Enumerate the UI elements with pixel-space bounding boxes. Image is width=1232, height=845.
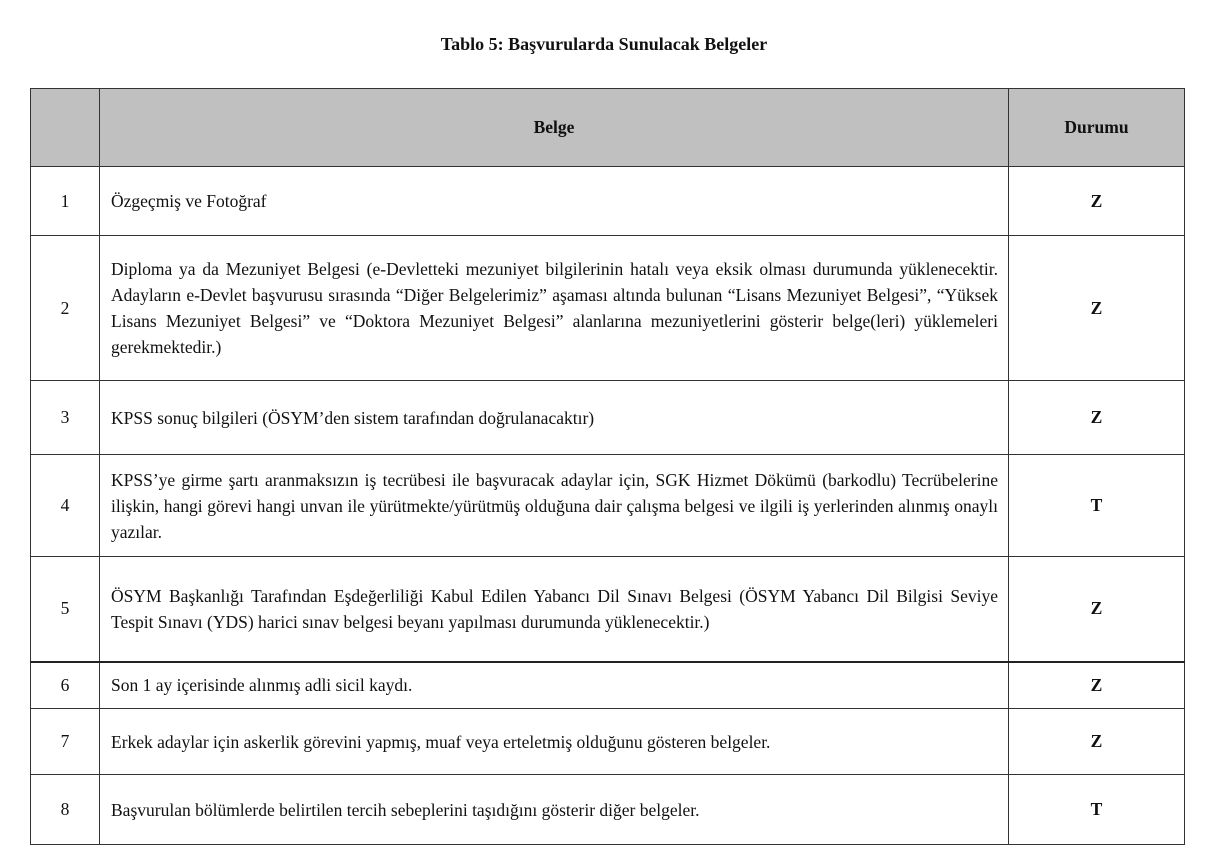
row-durum: Z	[1009, 709, 1185, 775]
row-belge: Son 1 ay içerisinde alınmış adli sicil kaydı.	[100, 662, 1009, 709]
table-header-row	[31, 89, 1185, 167]
header-number	[31, 89, 100, 167]
table-row	[31, 662, 1185, 709]
row-durum: T	[1009, 775, 1185, 845]
row-number: 3	[31, 381, 100, 455]
row-belge: Başvurulan bölümlerde belirtilen tercih sebeplerini taşıdığını gösterir diğer belgeler.	[100, 775, 1009, 845]
row-number: 8	[31, 775, 100, 845]
row-belge: KPSS sonuç bilgileri (ÖSYM’den sistem tarafından doğrulanacaktır)	[100, 381, 1009, 455]
table-row	[31, 167, 1185, 236]
row-durum: Z	[1009, 167, 1185, 236]
row-durum: T	[1009, 455, 1185, 557]
table-row	[31, 557, 1185, 662]
table-row	[31, 775, 1185, 845]
table-row	[31, 455, 1185, 557]
table-row	[31, 236, 1185, 381]
table-title: Tablo 5: Başvurularda Sunulacak Belgeler	[440, 34, 768, 54]
row-durum: Z	[1009, 557, 1185, 662]
row-durum: Z	[1009, 662, 1185, 709]
row-durum: Z	[1009, 236, 1185, 381]
row-belge: Diploma ya da Mezuniyet Belgesi (e-Devletteki mezuniyet bilgilerinin hatalı veya eksik olması durumunda yüklenecektir. Adayların e-Devlet başvurusu sırasında “Diğer Belgelerimiz” aşaması altında bulunan “Lisans Mezuniyet Belgesi”, “Yüksek Lisans Mezuniyet Belgesi” ve “Doktora Mezuniyet Belgesi” alanlarına mezuniyetlerini gösterir belge(leri) yüklemeleri gerekmektedir.)	[100, 236, 1009, 381]
header-durumu: Durumu	[1009, 89, 1185, 167]
row-belge: ÖSYM Başkanlığı Tarafından Eşdeğerliliği Kabul Edilen Yabancı Dil Sınavı Belgesi (ÖSYM Yabancı Dil Bilgisi Seviye Tespit Sınavı (YDS) harici sınav belgesi beyanı yapılması durumunda yüklenecektir.)	[100, 557, 1009, 662]
row-number: 6	[31, 662, 100, 709]
row-number: 4	[31, 455, 100, 557]
row-number: 1	[31, 167, 100, 236]
row-number: 2	[31, 236, 100, 381]
row-durum: Z	[1009, 381, 1185, 455]
documents-table	[30, 88, 1185, 845]
row-belge: Özgeçmiş ve Fotoğraf	[100, 167, 1009, 236]
row-belge: KPSS’ye girme şartı aranmaksızın iş tecrübesi ile başvuracak adaylar için, SGK Hizmet Dökümü (barkodlu) Tecrübelerine ilişkin, hangi görevi hangi unvan ile yürütmekte/yürütmüş olduğuna dair çalışma belgesi ve ilgili iş yerlerinden alınmış onaylı yazılar.	[100, 455, 1009, 557]
table-row	[31, 709, 1185, 775]
row-number: 5	[31, 557, 100, 662]
row-belge: Erkek adaylar için askerlik görevini yapmış, muaf veya erteletmiş olduğunu gösteren belgeler.	[100, 709, 1009, 775]
row-number: 7	[31, 709, 100, 775]
table-row	[31, 381, 1185, 455]
header-belge: Belge	[100, 89, 1009, 167]
